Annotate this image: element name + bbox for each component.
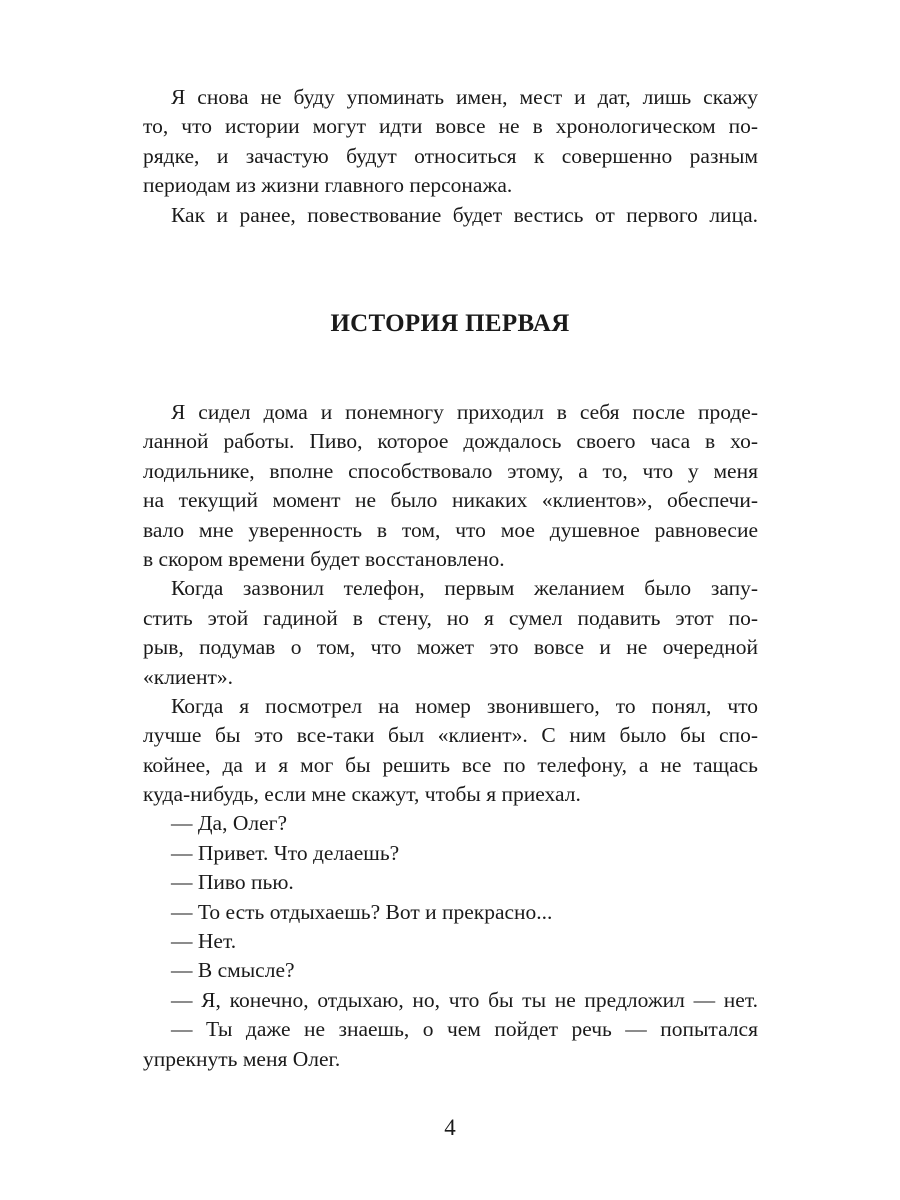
text-line: рядке, и зачастую будут относиться к совершенно разным	[143, 143, 758, 168]
text-line: рыв, подумав о том, что может это вовсе и не очередной	[143, 635, 758, 660]
text-line: Как и ранее, повествование будет вестись от первого лица.	[171, 202, 758, 227]
page-number: 4	[444, 1115, 456, 1140]
chapter-heading: ИСТОРИЯ ПЕРВАЯ	[330, 310, 570, 337]
text-line: — Привет. Что делаешь?	[171, 840, 400, 865]
text-line: — Пиво пью.	[171, 870, 294, 895]
text-line: Когда зазвонил телефон, первым желанием было запу-	[171, 576, 758, 601]
text-line: Когда я посмотрел на номер звонившего, то понял, что	[171, 693, 758, 718]
text-line: — Ты даже не знаешь, о чем пойдет речь — попытался	[171, 1017, 758, 1042]
text-line: лучше бы это все-таки был «клиент». С ним было бы спо-	[143, 723, 758, 748]
text-line: — В смысле?	[171, 958, 295, 983]
intro-text	[143, 83, 758, 230]
text-line: — Да, Олег?	[171, 811, 287, 836]
text-line: куда-нибудь, если мне скажут, чтобы я приехал.	[143, 782, 581, 807]
text-line: стить этой гадиной в стену, но я сумел подавить этот по-	[143, 605, 758, 630]
text-line: — Я, конечно, отдыхаю, но, что бы ты не предложил — нет.	[171, 987, 758, 1012]
text-line: койнее, да и я мог бы решить все по телефону, а не тащась	[143, 752, 758, 777]
text-line: — То есть отдыхаешь? Вот и прекрасно...	[171, 899, 553, 924]
text-line: Я снова не буду упоминать имен, мест и дат, лишь скажу	[171, 85, 758, 109]
text-line: ланной работы. Пиво, которое дождалось своего часа в хо-	[143, 429, 758, 454]
text-line: «клиент».	[143, 664, 233, 689]
text-line: упрекнуть меня Олег.	[143, 1046, 341, 1071]
text-line: на текущий момент не было никаких «клиентов», обеспечи-	[143, 488, 758, 513]
text-line: Я сидел дома и понемногу приходил в себя после проде-	[171, 400, 758, 424]
text-line: то, что истории могут идти вовсе не в хронологическом по-	[143, 114, 758, 139]
story-text	[143, 398, 758, 1074]
text-line: в скором времени будет восстановлено.	[143, 546, 505, 571]
text-line: — Нет.	[171, 929, 237, 954]
text-line: лодильнике, вполне способствовало этому, а то, что у меня	[143, 458, 758, 483]
text-line: вало мне уверенность в том, что мое душевное равновесие	[143, 517, 758, 542]
text-line: периодам из жизни главного персонажа.	[143, 173, 513, 198]
